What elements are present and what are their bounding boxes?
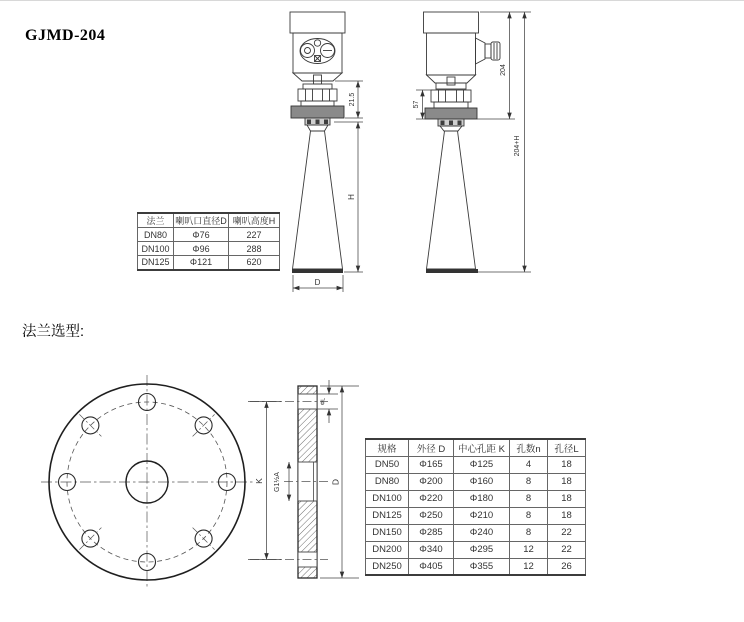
table-cell: DN50 xyxy=(366,456,409,473)
display-led-icon xyxy=(314,40,320,46)
housing-body xyxy=(427,33,476,75)
flange-face-drawing xyxy=(41,375,253,589)
table-cell: 8 xyxy=(510,507,548,524)
table-cell: Φ220 xyxy=(409,490,454,507)
table-cell: Φ295 xyxy=(454,541,510,558)
table-cell: DN125 xyxy=(366,507,409,524)
table-cell: 18 xyxy=(548,490,586,507)
table-cell: 22 xyxy=(548,524,586,541)
table-cell: 26 xyxy=(548,558,586,575)
housing-lid xyxy=(290,12,345,33)
horn-dimensions-table xyxy=(137,212,280,271)
hex-nut xyxy=(431,90,471,102)
housing-lid xyxy=(424,12,479,33)
table-cell: 12 xyxy=(510,541,548,558)
table-cell: 227 xyxy=(229,228,280,242)
dim-label-neck-height: 21.5 xyxy=(349,92,356,107)
table-row xyxy=(138,242,280,256)
hex-nut xyxy=(298,89,337,101)
table-cell: DN80 xyxy=(366,473,409,490)
table-cell: 18 xyxy=(548,456,586,473)
table-cell: 8 xyxy=(510,524,548,541)
flange-dimensions-table xyxy=(365,438,586,576)
table-header-row xyxy=(138,213,280,228)
dim-label-hole-diameter: ΦL xyxy=(320,397,327,406)
table-cell: Φ121 xyxy=(174,256,229,270)
cable-gland xyxy=(476,38,501,64)
dim-label-horn-height: H xyxy=(347,194,356,200)
dim-label-total-height: 204+H xyxy=(514,135,521,157)
thread-marks xyxy=(441,121,462,126)
table-cell: Φ285 xyxy=(409,524,454,541)
horn-rim xyxy=(292,269,343,273)
table-cell: 外径 D xyxy=(409,439,454,456)
neck-band xyxy=(303,84,332,89)
neck-band xyxy=(436,83,466,89)
table-row xyxy=(366,507,586,524)
process-flange xyxy=(425,108,477,119)
front-view-drawing xyxy=(290,12,363,292)
horn-cone xyxy=(293,131,343,269)
table-cell: 18 xyxy=(548,473,586,490)
table-cell: Φ340 xyxy=(409,541,454,558)
table-cell: Φ165 xyxy=(409,456,454,473)
horn-cone xyxy=(427,131,476,269)
collar xyxy=(301,101,334,106)
dim-label-bolt-circle: K xyxy=(254,478,264,484)
table-row xyxy=(366,558,586,575)
table-cell: Φ76 xyxy=(174,228,229,242)
table-row xyxy=(366,490,586,507)
horn-adapter xyxy=(307,125,328,131)
table-cell: DN150 xyxy=(366,524,409,541)
table-cell: 288 xyxy=(229,242,280,256)
horn-rim xyxy=(426,269,478,273)
display-dial-icon xyxy=(301,44,315,58)
neck-tab xyxy=(314,75,322,84)
table-row xyxy=(366,541,586,558)
table-cell: 规格 xyxy=(366,439,409,456)
table-cell: 18 xyxy=(548,507,586,524)
table-cell: DN250 xyxy=(366,558,409,575)
table-cell: DN100 xyxy=(138,242,174,256)
table-cell: Φ240 xyxy=(454,524,510,541)
page-title: GJMD-204 xyxy=(25,27,106,44)
horn-dimensions-table-wrap xyxy=(137,212,280,271)
table-cell: Φ250 xyxy=(409,507,454,524)
table-cell: Φ200 xyxy=(409,473,454,490)
process-flange xyxy=(291,106,344,118)
horn-adapter xyxy=(440,126,462,131)
housing-shoulder xyxy=(427,75,476,83)
table-cell: 4 xyxy=(510,456,548,473)
table-row xyxy=(366,456,586,473)
housing-shoulder xyxy=(293,73,342,81)
table-cell: DN125 xyxy=(138,256,174,270)
table-cell: DN100 xyxy=(366,490,409,507)
dim-label-thread-height: 57 xyxy=(413,100,420,109)
table-cell: Φ405 xyxy=(409,558,454,575)
table-cell: 22 xyxy=(548,541,586,558)
table-cell: 620 xyxy=(229,256,280,270)
table-row xyxy=(366,524,586,541)
table-row xyxy=(138,228,280,242)
display-panel xyxy=(300,39,335,64)
table-cell: 孔数n xyxy=(510,439,548,456)
table-cell: DN80 xyxy=(138,228,174,242)
table-cell: 喇叭口直径D xyxy=(174,213,229,228)
table-cell: 喇叭高度H xyxy=(229,213,280,228)
thread-marks xyxy=(307,120,328,125)
dim-label-housing-height: 204 xyxy=(500,64,507,76)
table-cell: Φ355 xyxy=(454,558,510,575)
dim-label-thread-spec: G1½A xyxy=(274,472,281,492)
table-cell: 中心孔距 K xyxy=(454,439,510,456)
table-cell: 孔径L xyxy=(548,439,586,456)
table-cell: 8 xyxy=(510,473,548,490)
flange-section-drawing xyxy=(248,380,359,578)
table-cell: Φ125 xyxy=(454,456,510,473)
table-cell: Φ160 xyxy=(454,473,510,490)
dim-label-section-outer-diameter: D xyxy=(330,478,341,486)
collar xyxy=(434,102,468,108)
side-view-drawing xyxy=(413,12,531,273)
dim-label-horn-diameter: D xyxy=(314,278,321,287)
table-row xyxy=(366,473,586,490)
table-header-row xyxy=(366,439,586,456)
table-cell: 8 xyxy=(510,490,548,507)
flange-dimensions-table-wrap xyxy=(365,438,586,576)
flange-selection-heading: 法兰选型: xyxy=(22,324,85,340)
table-row xyxy=(138,256,280,270)
table-cell: 12 xyxy=(510,558,548,575)
neck-tab xyxy=(447,77,455,85)
table-cell: Φ180 xyxy=(454,490,510,507)
table-cell: Φ210 xyxy=(454,507,510,524)
table-cell: DN200 xyxy=(366,541,409,558)
table-cell: Φ96 xyxy=(174,242,229,256)
table-cell: 法兰 xyxy=(138,213,174,228)
